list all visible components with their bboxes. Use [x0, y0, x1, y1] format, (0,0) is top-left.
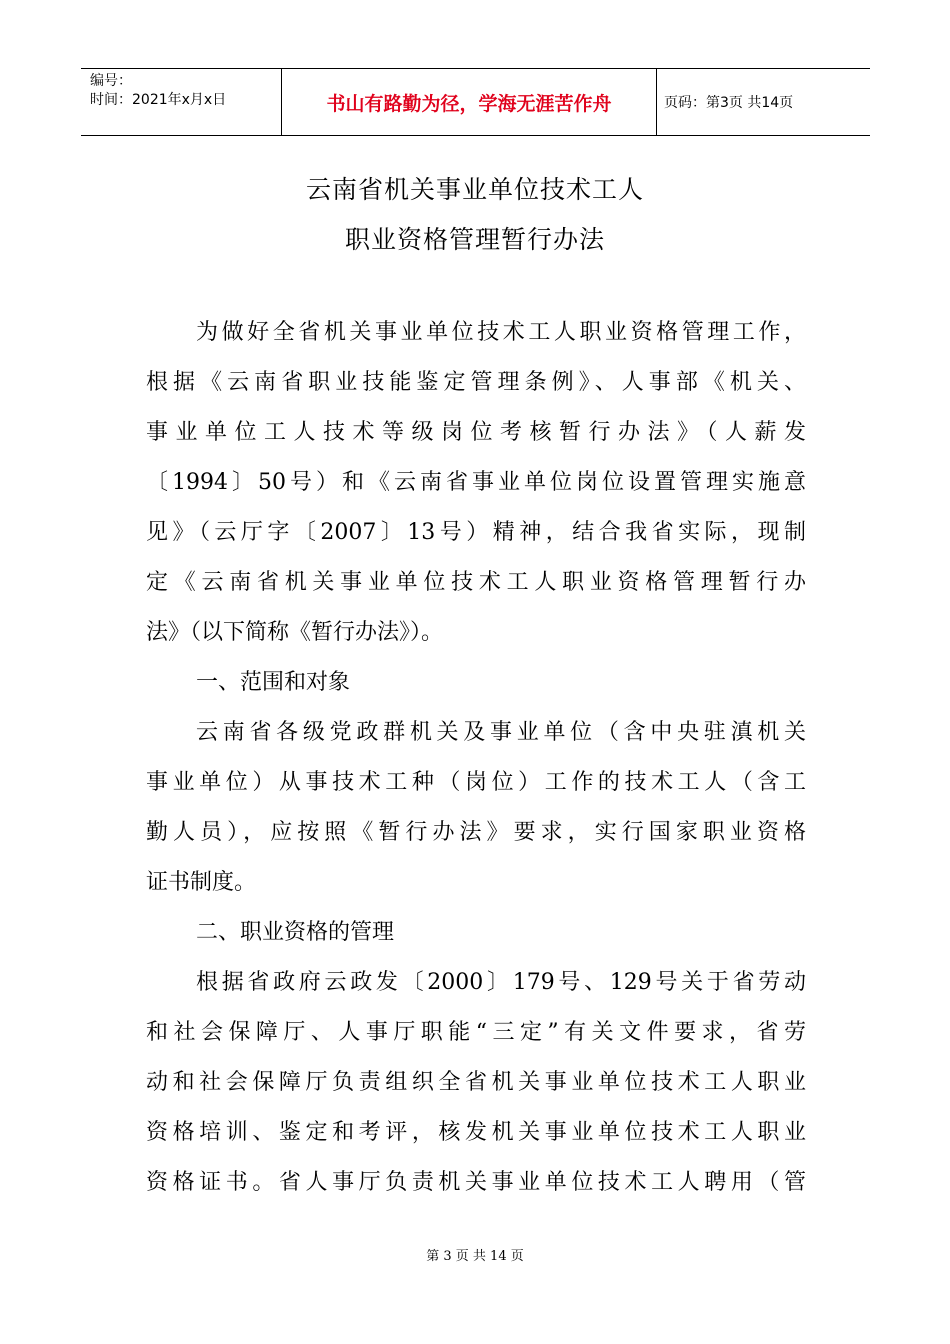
- paragraph-line: 和社会保障厅、人事厅职能“三定”有关文件要求，省劳: [146, 1020, 806, 1045]
- paragraph-line: 根据省政府云政发〔2000〕179号、129号关于省劳动: [196, 970, 806, 995]
- paragraph-line: 资格证书。省人事厅负责机关事业单位技术工人聘用（管: [146, 1170, 806, 1195]
- paragraph-line: 云南省各级党政群机关及事业单位（含中央驻滇机关: [196, 720, 806, 745]
- paragraph-line: 资格培训、鉴定和考评，核发机关事业单位技术工人职业: [146, 1120, 806, 1145]
- page-footer: 第 3 页 共 14 页: [426, 1249, 524, 1264]
- paragraph-line: 勤人员），应按照《暂行办法》要求，实行国家职业资格: [146, 820, 806, 845]
- paragraph-line: 动和社会保障厅负责组织全省机关事业单位技术工人职业: [146, 1070, 806, 1095]
- paragraph-line: 事业单位工人技术等级岗位考核暂行办法》（人薪发: [146, 420, 806, 445]
- number-label: 编号：: [90, 73, 132, 89]
- paragraph-line: 见》（云厅字〔2007〕13号）精神，结合我省实际，现制: [146, 520, 806, 545]
- paragraph-line: 事业单位）从事技术工种（岗位）工作的技术工人（含工: [146, 770, 806, 795]
- document-header: [81, 68, 870, 136]
- paragraph-line: 为做好全省机关事业单位技术工人职业资格管理工作，: [196, 320, 806, 345]
- header-meta: [81, 69, 282, 135]
- header-motto: 书山有路勤为径，学海无涯苦作舟: [282, 69, 657, 135]
- time-label: 时间：2021年x月x日: [90, 92, 227, 108]
- document-title-line-2: 职业资格管理暂行办法: [344, 225, 605, 254]
- paragraph-line: 根据《云南省职业技能鉴定管理条例》、人事部《机关、: [146, 370, 806, 395]
- paragraph-line: 定《云南省机关事业单位技术工人职业资格管理暂行办: [146, 570, 806, 595]
- paragraph-line: 证书制度。: [146, 870, 257, 895]
- paragraph-line: 〔1994〕50号）和《云南省事业单位岗位设置管理实施意: [146, 470, 806, 495]
- section-heading-1: 一、范围和对象: [196, 670, 351, 695]
- header-page-info: 页码：第3页 共14页: [664, 95, 794, 111]
- document-title-line-1: 云南省机关事业单位技术工人: [305, 175, 644, 204]
- paragraph-line: 法》（以下简称《暂行办法》）。: [146, 620, 444, 645]
- section-heading-2: 二、职业资格的管理: [196, 920, 395, 945]
